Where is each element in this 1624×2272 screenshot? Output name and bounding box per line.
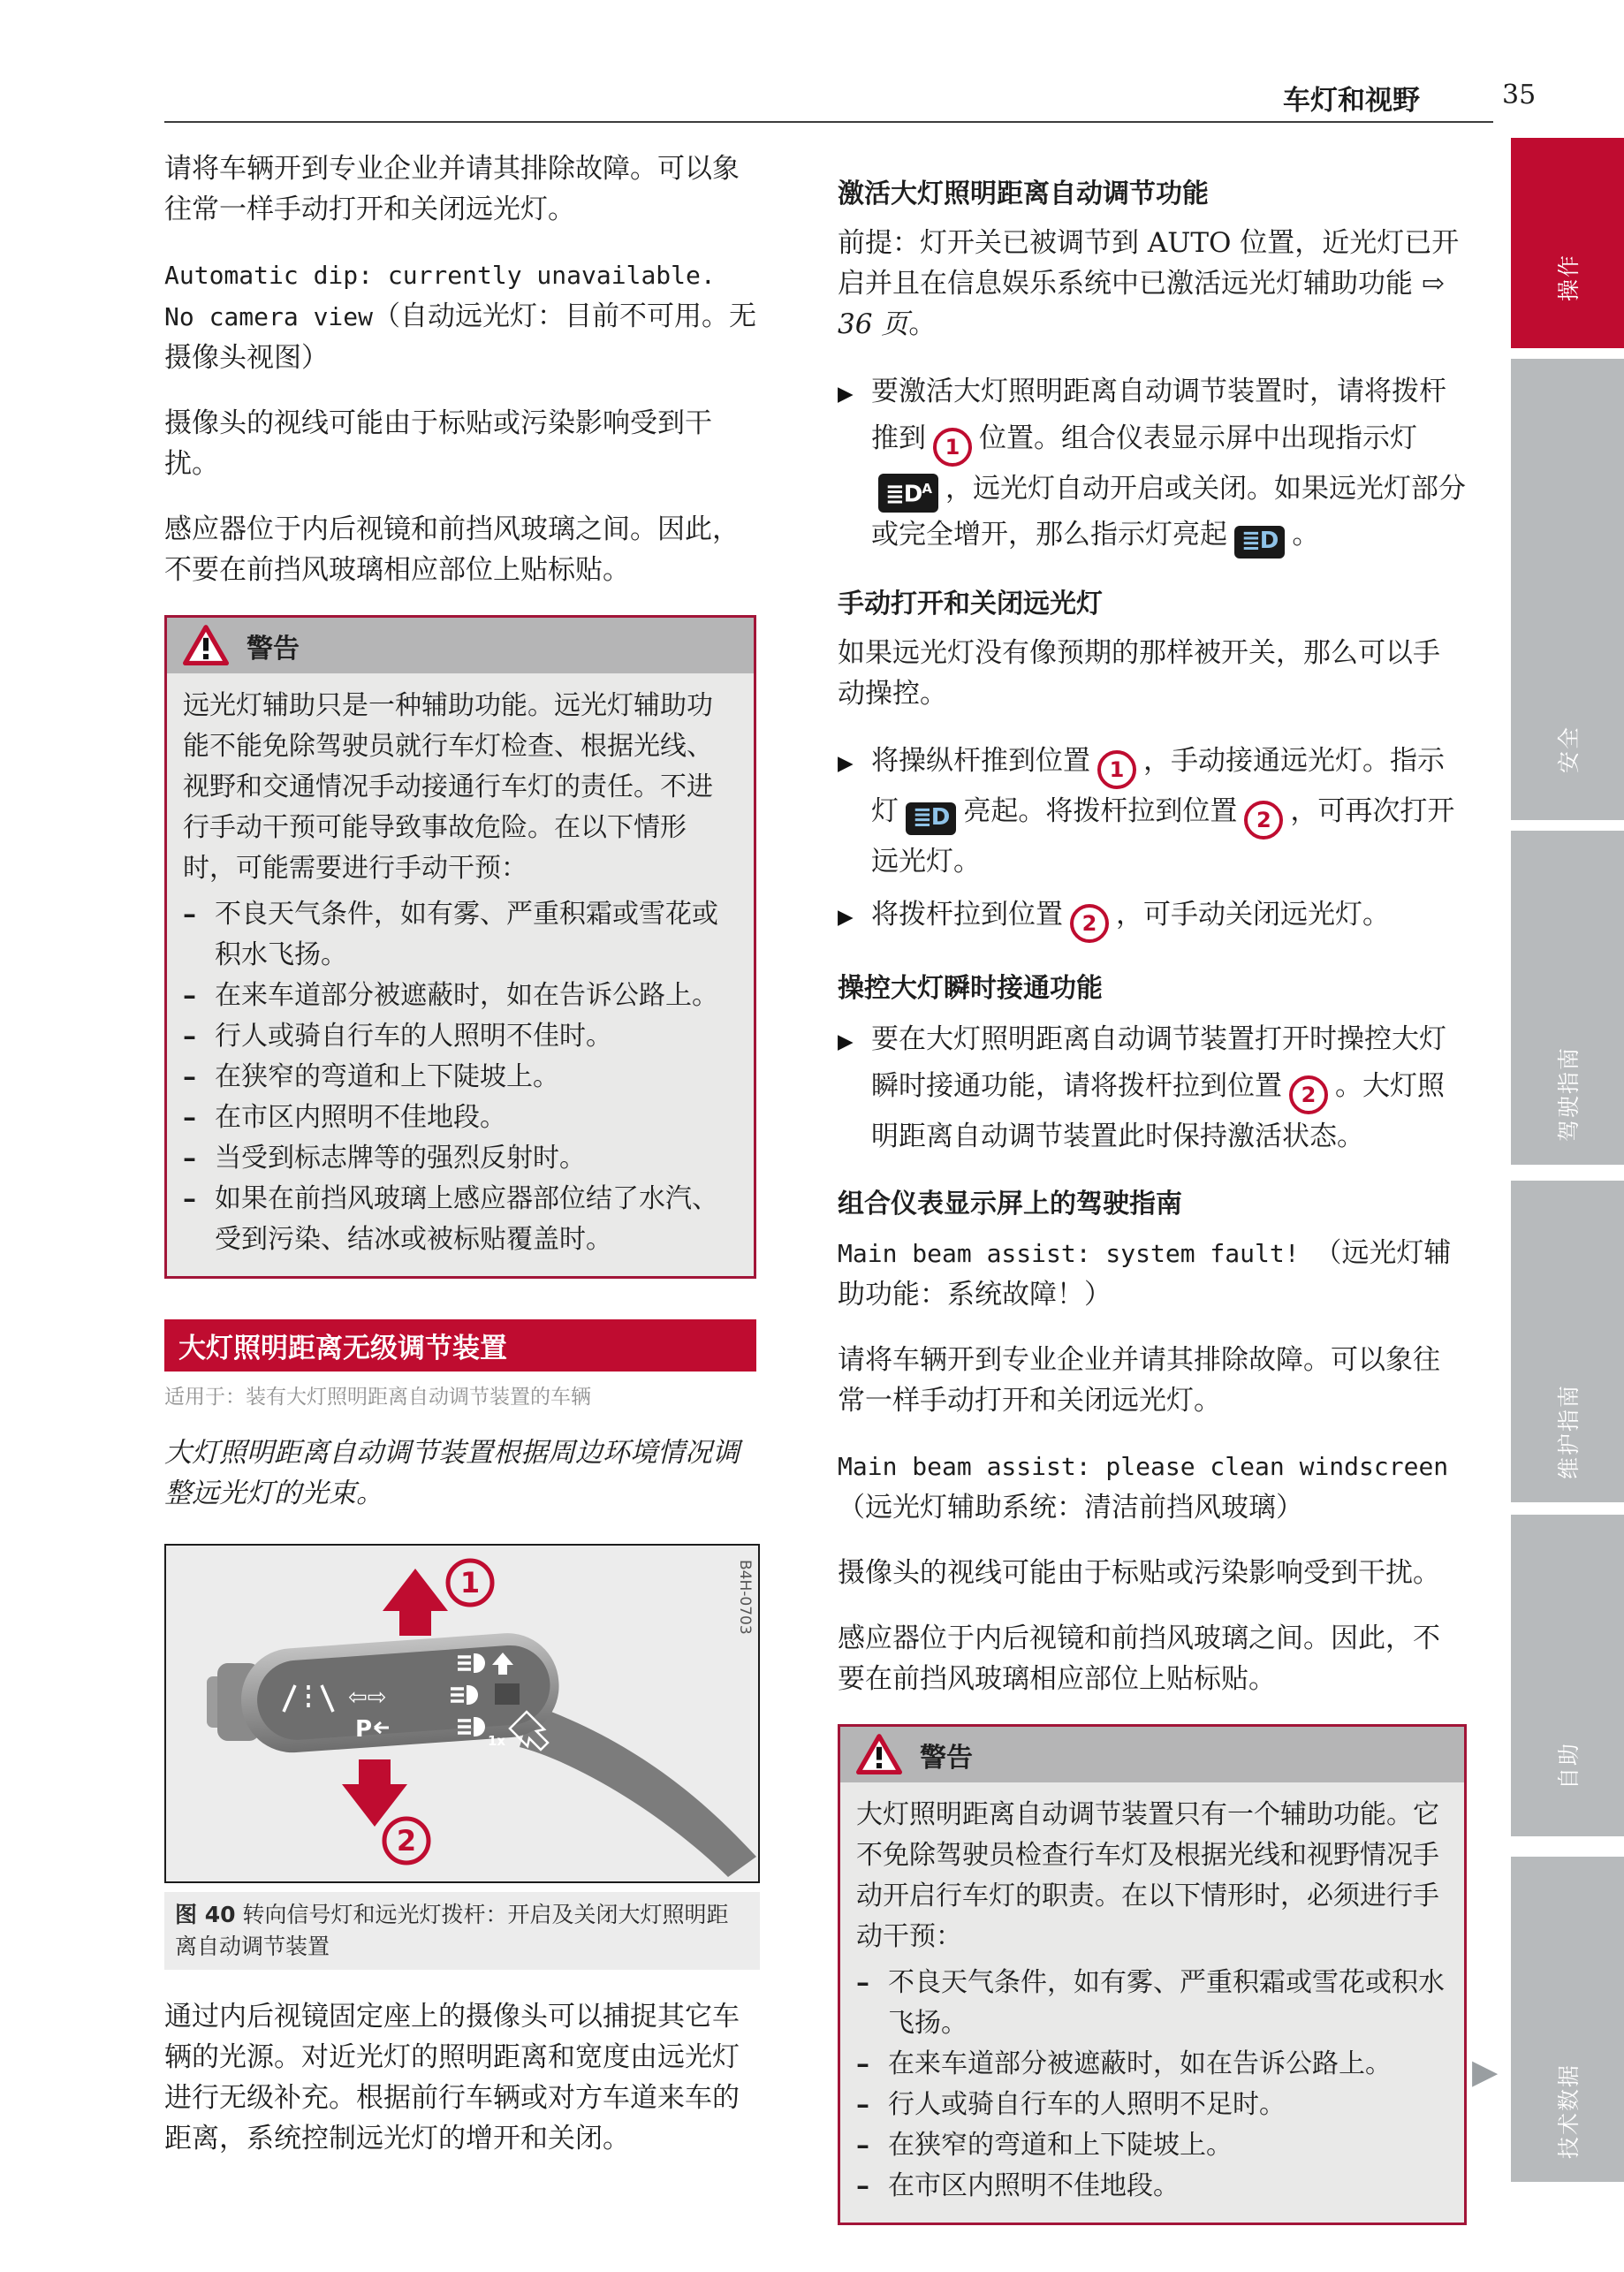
dash-bullet: – — [183, 1143, 196, 1174]
dash-bullet: – — [856, 2170, 869, 2201]
paragraph: 请将车辆开到专业企业并请其排除故障。可以象往常一样手动打开和关闭远光灯。 — [164, 153, 740, 225]
display-message-zh: （远光灯辅助功能：系统故障！） — [838, 1237, 1452, 1311]
warning-intro: 远光灯辅助只是一种辅助功能。远光灯辅助功能不能免除驾驶员就行车灯检查、根据光线、视野和交通情况手动接通行车灯的责任。不进行手动干预可能导致事故危险。在以下情形时，可能需要进行手动干预： — [183, 690, 713, 884]
dash-bullet: – — [856, 1967, 869, 1998]
page-title: 车灯和视野 — [1283, 85, 1420, 117]
warning-title: 警告 — [247, 633, 300, 665]
position-2-marker: 2 — [1289, 1075, 1328, 1114]
right-column — [838, 148, 1467, 2266]
sidebar-tab-maintenance-guide[interactable] — [1511, 1181, 1624, 1502]
display-message-zh: （自动远光灯：目前不可用。无摄像头视图） — [164, 300, 757, 374]
subsection-heading: 操控大灯瞬时接通功能 — [838, 973, 1103, 1004]
list-item — [856, 2085, 1448, 2125]
step-text: 。大灯照明距离自动调节装置此时保持激活状态。 — [871, 1070, 1445, 1152]
paragraph: 如果远光灯没有像预期的那样被开关，那么可以手动操控。 — [838, 637, 1440, 710]
list-item-text: 行人或骑自行车的人照明不足时。 — [888, 2089, 1286, 2120]
warning-triangle-icon — [183, 625, 229, 666]
warning-triangle-icon — [856, 1734, 902, 1775]
paragraph: 摄像头的视线可能由于标贴或污染影响受到干扰。 — [838, 1557, 1440, 1589]
paragraph: 通过内后视镜固定座上的摄像头可以捕捉其它车辆的光源。对近光灯的照明距离和宽度由远光灯进行无级补充。根据前行车辆或对方车道来车的距离，系统控制远光灯的增开和关闭。 — [164, 2001, 740, 2154]
figure-marker-1: 1 — [459, 1566, 481, 1600]
triangle-bullet-icon: ▶ — [838, 383, 854, 406]
sidebar-tab-operation[interactable] — [1511, 138, 1624, 348]
paragraph-display-message — [838, 1446, 1467, 1528]
sidebar-tab-technical-data[interactable] — [1511, 1857, 1624, 2182]
paragraph: 请将车辆开到专业企业并请其排除故障。可以象往常一样手动打开和关闭远光灯。 — [838, 1344, 1440, 1417]
step-text: 位置。组合仪表显示屏中出现指示灯 — [979, 422, 1417, 454]
step-item — [838, 893, 1467, 943]
list-item-text: 在市区内照明不佳地段。 — [888, 2170, 1180, 2201]
sidebar-tab-label: 驾驶指南 — [1555, 1045, 1582, 1143]
step-text: 将拨杆拉到位置 — [871, 899, 1063, 931]
high-beam-indicator-icon — [906, 802, 956, 835]
stalk-illustration — [164, 1544, 760, 1883]
list-item — [183, 1057, 738, 1098]
paragraph-display-message — [164, 255, 756, 378]
dash-bullet: – — [183, 1021, 196, 1052]
step-item — [838, 369, 1467, 559]
step-text: ，可再次打开远光灯。 — [871, 795, 1455, 878]
list-item-text: 行人或骑自行车的人照明不佳时。 — [215, 1021, 612, 1052]
step-text: ，可手动关闭远光灯。 — [1116, 899, 1390, 931]
page-reference: ⇨ 36 页 — [838, 268, 1445, 340]
warning-list — [183, 894, 738, 1260]
sidebar-tab-label: 安全 — [1555, 725, 1582, 774]
display-message-en: Main beam assist: please clean windscreen — [838, 1452, 1449, 1481]
list-item-text: 在狭窄的弯道和上下陡坡上。 — [215, 1061, 559, 1092]
warning-header — [167, 618, 754, 673]
list-item — [856, 2166, 1448, 2207]
dash-bullet: – — [183, 1102, 196, 1133]
list-item — [183, 1098, 738, 1138]
auto-superscript: A — [922, 481, 931, 498]
warning-intro: 大灯照明距离自动调节装置只有一个辅助功能。它不免除驾驶员检查行车灯及根据光线和视野情况手动开启行车灯的职责。在以下情形时，必须进行手动干预： — [856, 1799, 1439, 1952]
premise-end: 。 — [908, 308, 937, 340]
auto-high-beam-indicator-icon — [878, 474, 938, 513]
sidebar-tab-label: 自助 — [1555, 1741, 1582, 1790]
step-text: 亮起。将拨杆拉到位置 — [963, 795, 1238, 827]
sidebar-tab-self-help[interactable] — [1511, 1515, 1624, 1836]
dash-bullet: – — [183, 1061, 196, 1092]
position-2-marker: 2 — [1244, 801, 1283, 840]
step-text: 将操纵杆推到位置 — [871, 745, 1090, 777]
warning-title: 警告 — [920, 1742, 973, 1774]
step-list — [838, 1017, 1467, 1159]
figure-marker-2: 2 — [396, 1824, 417, 1858]
figure-code: B4H-0703 — [736, 1560, 754, 1635]
dash-bullet: – — [183, 899, 196, 930]
position-1-marker: 1 — [1097, 750, 1136, 789]
step-list — [838, 369, 1467, 559]
warning-body — [840, 1782, 1464, 2223]
list-item-text: 在市区内照明不佳地段。 — [215, 1102, 506, 1133]
list-item-text: 如果在前挡风玻璃上感应器部位结了水汽、受到污染、结冰或被标贴覆盖时。 — [215, 1183, 718, 1255]
sidebar-tab-label: 维护指南 — [1555, 1383, 1582, 1480]
step-text: 。 — [1292, 519, 1320, 551]
warning-list — [856, 1963, 1448, 2207]
figure-caption — [164, 1892, 760, 1970]
dash-bullet: – — [183, 1183, 196, 1214]
step-text: ，手动接通远光灯。指示灯 — [871, 745, 1445, 827]
paragraph-premise — [838, 223, 1467, 345]
step-item — [838, 739, 1467, 884]
beam-glyph: ≣D — [1241, 528, 1279, 554]
beam-glyph: ≣D — [913, 804, 950, 831]
list-item — [183, 976, 738, 1016]
figure-40 — [164, 1544, 760, 1970]
paragraph: 感应器位于内后视镜和前挡风玻璃之间。因此，不要在前挡风玻璃相应部位上贴标贴。 — [838, 1622, 1440, 1695]
list-item-text: 当受到标志牌等的强烈反射时。 — [215, 1143, 586, 1174]
list-item-text: 在来车道部分被遮蔽时，如在告诉公路上。 — [888, 2048, 1392, 2079]
applicability-note: 适用于：装有大灯照明距离自动调节装置的车辆 — [164, 1386, 591, 1409]
triangle-bullet-icon: ▶ — [838, 906, 854, 929]
premise-text: 前提：灯开关已被调节到 AUTO 位置，近光灯已开启并且在信息娱乐系统中已激活远光灯辅助功能 — [838, 227, 1460, 300]
page-number: 35 — [1502, 80, 1537, 110]
dash-bullet: – — [856, 2130, 869, 2161]
figure-caption-text: 转向信号灯和远光灯拨杆：开启及关闭大灯照明距离自动调节装置 — [175, 1902, 729, 1959]
parking-light-icon: P — [355, 1716, 373, 1743]
subsection-heading: 组合仪表显示屏上的驾驶指南 — [838, 1189, 1182, 1220]
high-beam-indicator-icon — [1234, 526, 1285, 559]
list-item — [856, 2044, 1448, 2085]
paragraph: 感应器位于内后视镜和前挡风玻璃之间。因此，不要在前挡风玻璃相应部位上贴标贴。 — [164, 513, 740, 586]
sidebar-tab-safety[interactable] — [1511, 359, 1624, 820]
display-message-zh: （远光灯辅助系统：清洁前挡风玻璃） — [838, 1492, 1303, 1524]
step-text: ，远光灯自动开启或关闭。如果远光灯部分或完全增开，那么指示灯亮起 — [871, 473, 1466, 551]
sidebar-tab-label: 技术数据 — [1555, 2063, 1582, 2160]
subsection-heading: 激活大灯照明距离自动调节功能 — [838, 179, 1209, 209]
position-1-marker: 1 — [933, 428, 972, 467]
figure-label: 图 40 — [175, 1902, 236, 1927]
list-item-text: 在狭窄的弯道和上下陡坡上。 — [888, 2130, 1233, 2161]
dash-bullet: – — [856, 2089, 869, 2120]
list-item — [183, 1179, 738, 1260]
warning-box — [838, 1724, 1467, 2225]
list-item — [856, 1963, 1448, 2044]
triangle-bullet-icon: ▶ — [838, 1030, 854, 1053]
position-2-marker: 2 — [1070, 904, 1109, 943]
list-item — [183, 894, 738, 976]
section-header: 大灯照明距离无级调节装置 — [164, 1319, 756, 1372]
header-rule — [164, 121, 1493, 123]
paragraph-display-message — [838, 1233, 1467, 1315]
step-text: 要激活大灯照明距离自动调节装置时，请将拨杆推到 — [871, 376, 1446, 454]
beam-glyph: ≣D — [885, 482, 922, 508]
warning-body — [167, 673, 754, 1276]
display-message-en: Automatic dip: currently unavailable. No camera view — [164, 261, 716, 331]
list-item-text: 不良天气条件，如有雾、严重积霜或雪花或积水飞扬。 — [888, 1967, 1445, 2039]
list-item-text: 不良天气条件，如有雾、严重积霜或雪花或积水飞扬。 — [215, 899, 718, 970]
continuation-arrow-icon: ▶ — [1472, 2052, 1499, 2091]
list-item — [183, 1138, 738, 1179]
step-item — [838, 1017, 1467, 1159]
list-item — [856, 2125, 1448, 2166]
display-message-en: Main beam assist: system fault! — [838, 1239, 1315, 1268]
list-item — [183, 1016, 738, 1057]
turn-signal-icons: ⇦⇨ — [348, 1684, 387, 1711]
dash-bullet: – — [856, 2048, 869, 2079]
subsection-heading: 手动打开和关闭远光灯 — [838, 589, 1103, 619]
triangle-bullet-icon: ▶ — [838, 752, 854, 775]
sidebar-tab-label: 操作 — [1555, 253, 1582, 302]
step-list — [838, 739, 1467, 943]
step-text: 要在大灯照明距离自动调节装置打开时操控大灯瞬时接通功能，请将拨杆拉到位置 — [871, 1023, 1446, 1102]
warning-box — [164, 615, 756, 1279]
warning-header — [840, 1727, 1464, 1782]
dash-bullet: – — [183, 980, 196, 1011]
sidebar-tab-driving-guide[interactable] — [1511, 831, 1624, 1165]
flash-1x-label: 1x — [488, 1733, 506, 1749]
list-item-text: 在来车道部分被遮蔽时，如在告诉公路上。 — [215, 980, 718, 1011]
paragraph: 摄像头的视线可能由于标贴或污染影响受到干扰。 — [164, 407, 712, 480]
left-column — [164, 148, 756, 2184]
lead-paragraph: 大灯照明距离自动调节装置根据周边环境情况调整远光灯的光束。 — [164, 1437, 740, 1509]
